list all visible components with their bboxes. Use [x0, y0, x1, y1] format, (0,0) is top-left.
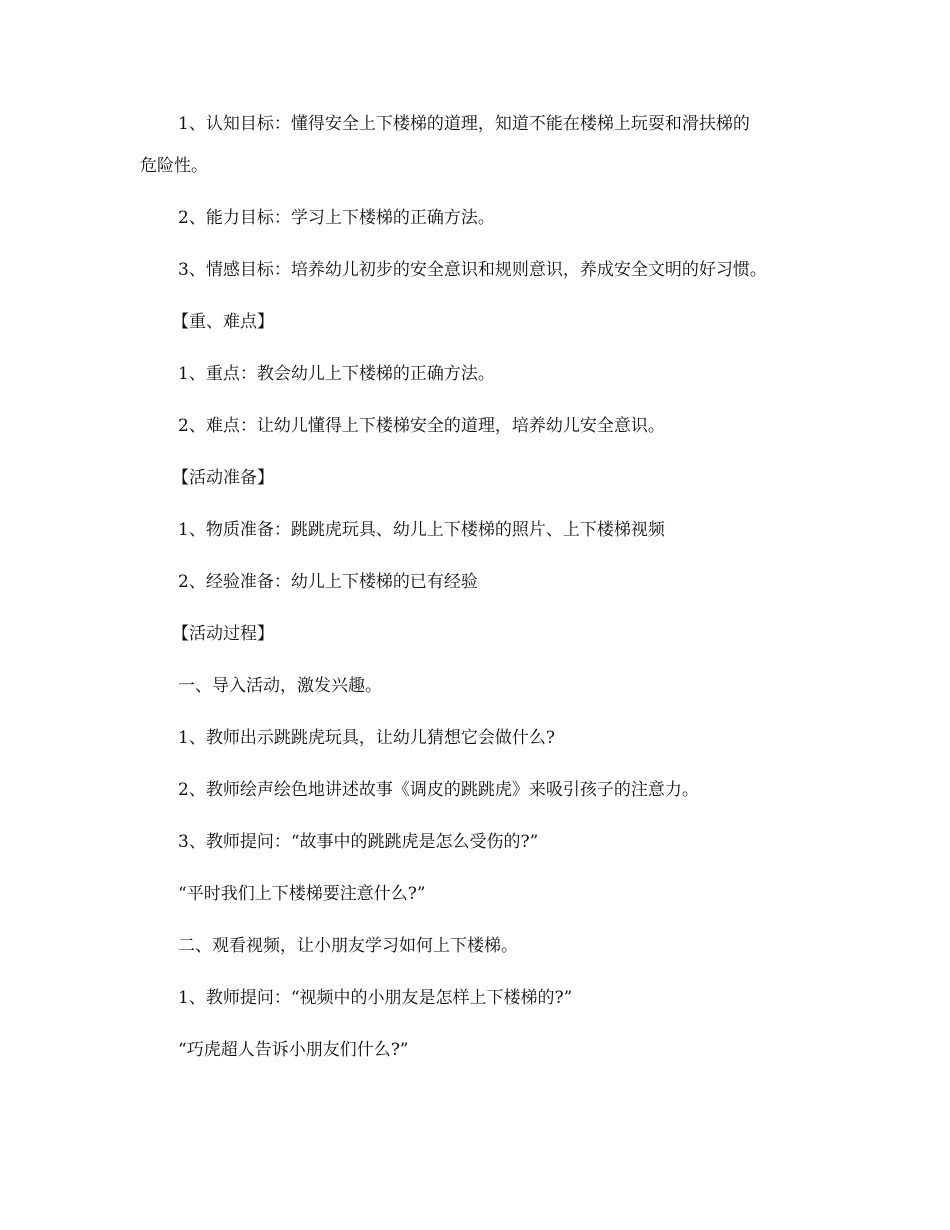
material-preparation: 1、物质准备：跳跳虎玩具、幼儿上下楼梯的照片、上下楼梯视频: [178, 520, 665, 540]
cognitive-goal-line-1: 1、认知目标：懂得安全上下楼梯的道理，知道不能在楼梯上玩耍和滑扶梯的: [178, 114, 750, 134]
step-3: 3、教师提问：“故事中的跳跳虎是怎么受伤的?”: [178, 832, 539, 852]
ability-goal: 2、能力目标：学习上下楼梯的正确方法。: [178, 208, 495, 228]
step-2: 2、教师绘声绘色地讲述故事《调皮的跳跳虎》来吸引孩子的注意力。: [178, 780, 699, 800]
experience-preparation: 2、经验准备：幼儿上下楼梯的已有经验: [178, 572, 478, 592]
video-question-2: “巧虎超人告诉小朋友们什么?”: [178, 1040, 409, 1060]
process-heading: 【活动过程】: [172, 624, 274, 644]
cognitive-goal-line-2: 危险性。: [140, 156, 208, 176]
key-points-heading: 【重、难点】: [172, 312, 274, 332]
difficult-point: 2、难点：让幼儿懂得上下楼梯安全的道理，培养幼儿安全意识。: [178, 416, 665, 436]
key-point: 1、重点：教会幼儿上下楼梯的正确方法。: [178, 364, 495, 384]
section-one-title: 一、导入活动，激发兴趣。: [178, 676, 382, 696]
step-3-question-2: “平时我们上下楼梯要注意什么?”: [178, 884, 426, 904]
emotional-goal: 3、情感目标：培养幼儿初步的安全意识和规则意识，养成安全文明的好习惯。: [178, 260, 767, 280]
step-1: 1、教师出示跳跳虎玩具，让幼儿猜想它会做什么?: [178, 728, 555, 748]
section-two-title: 二、观看视频，让小朋友学习如何上下楼梯。: [178, 936, 518, 956]
video-question-1: 1、教师提问：“视频中的小朋友是怎样上下楼梯的?”: [178, 988, 573, 1008]
preparation-heading: 【活动准备】: [172, 468, 274, 488]
